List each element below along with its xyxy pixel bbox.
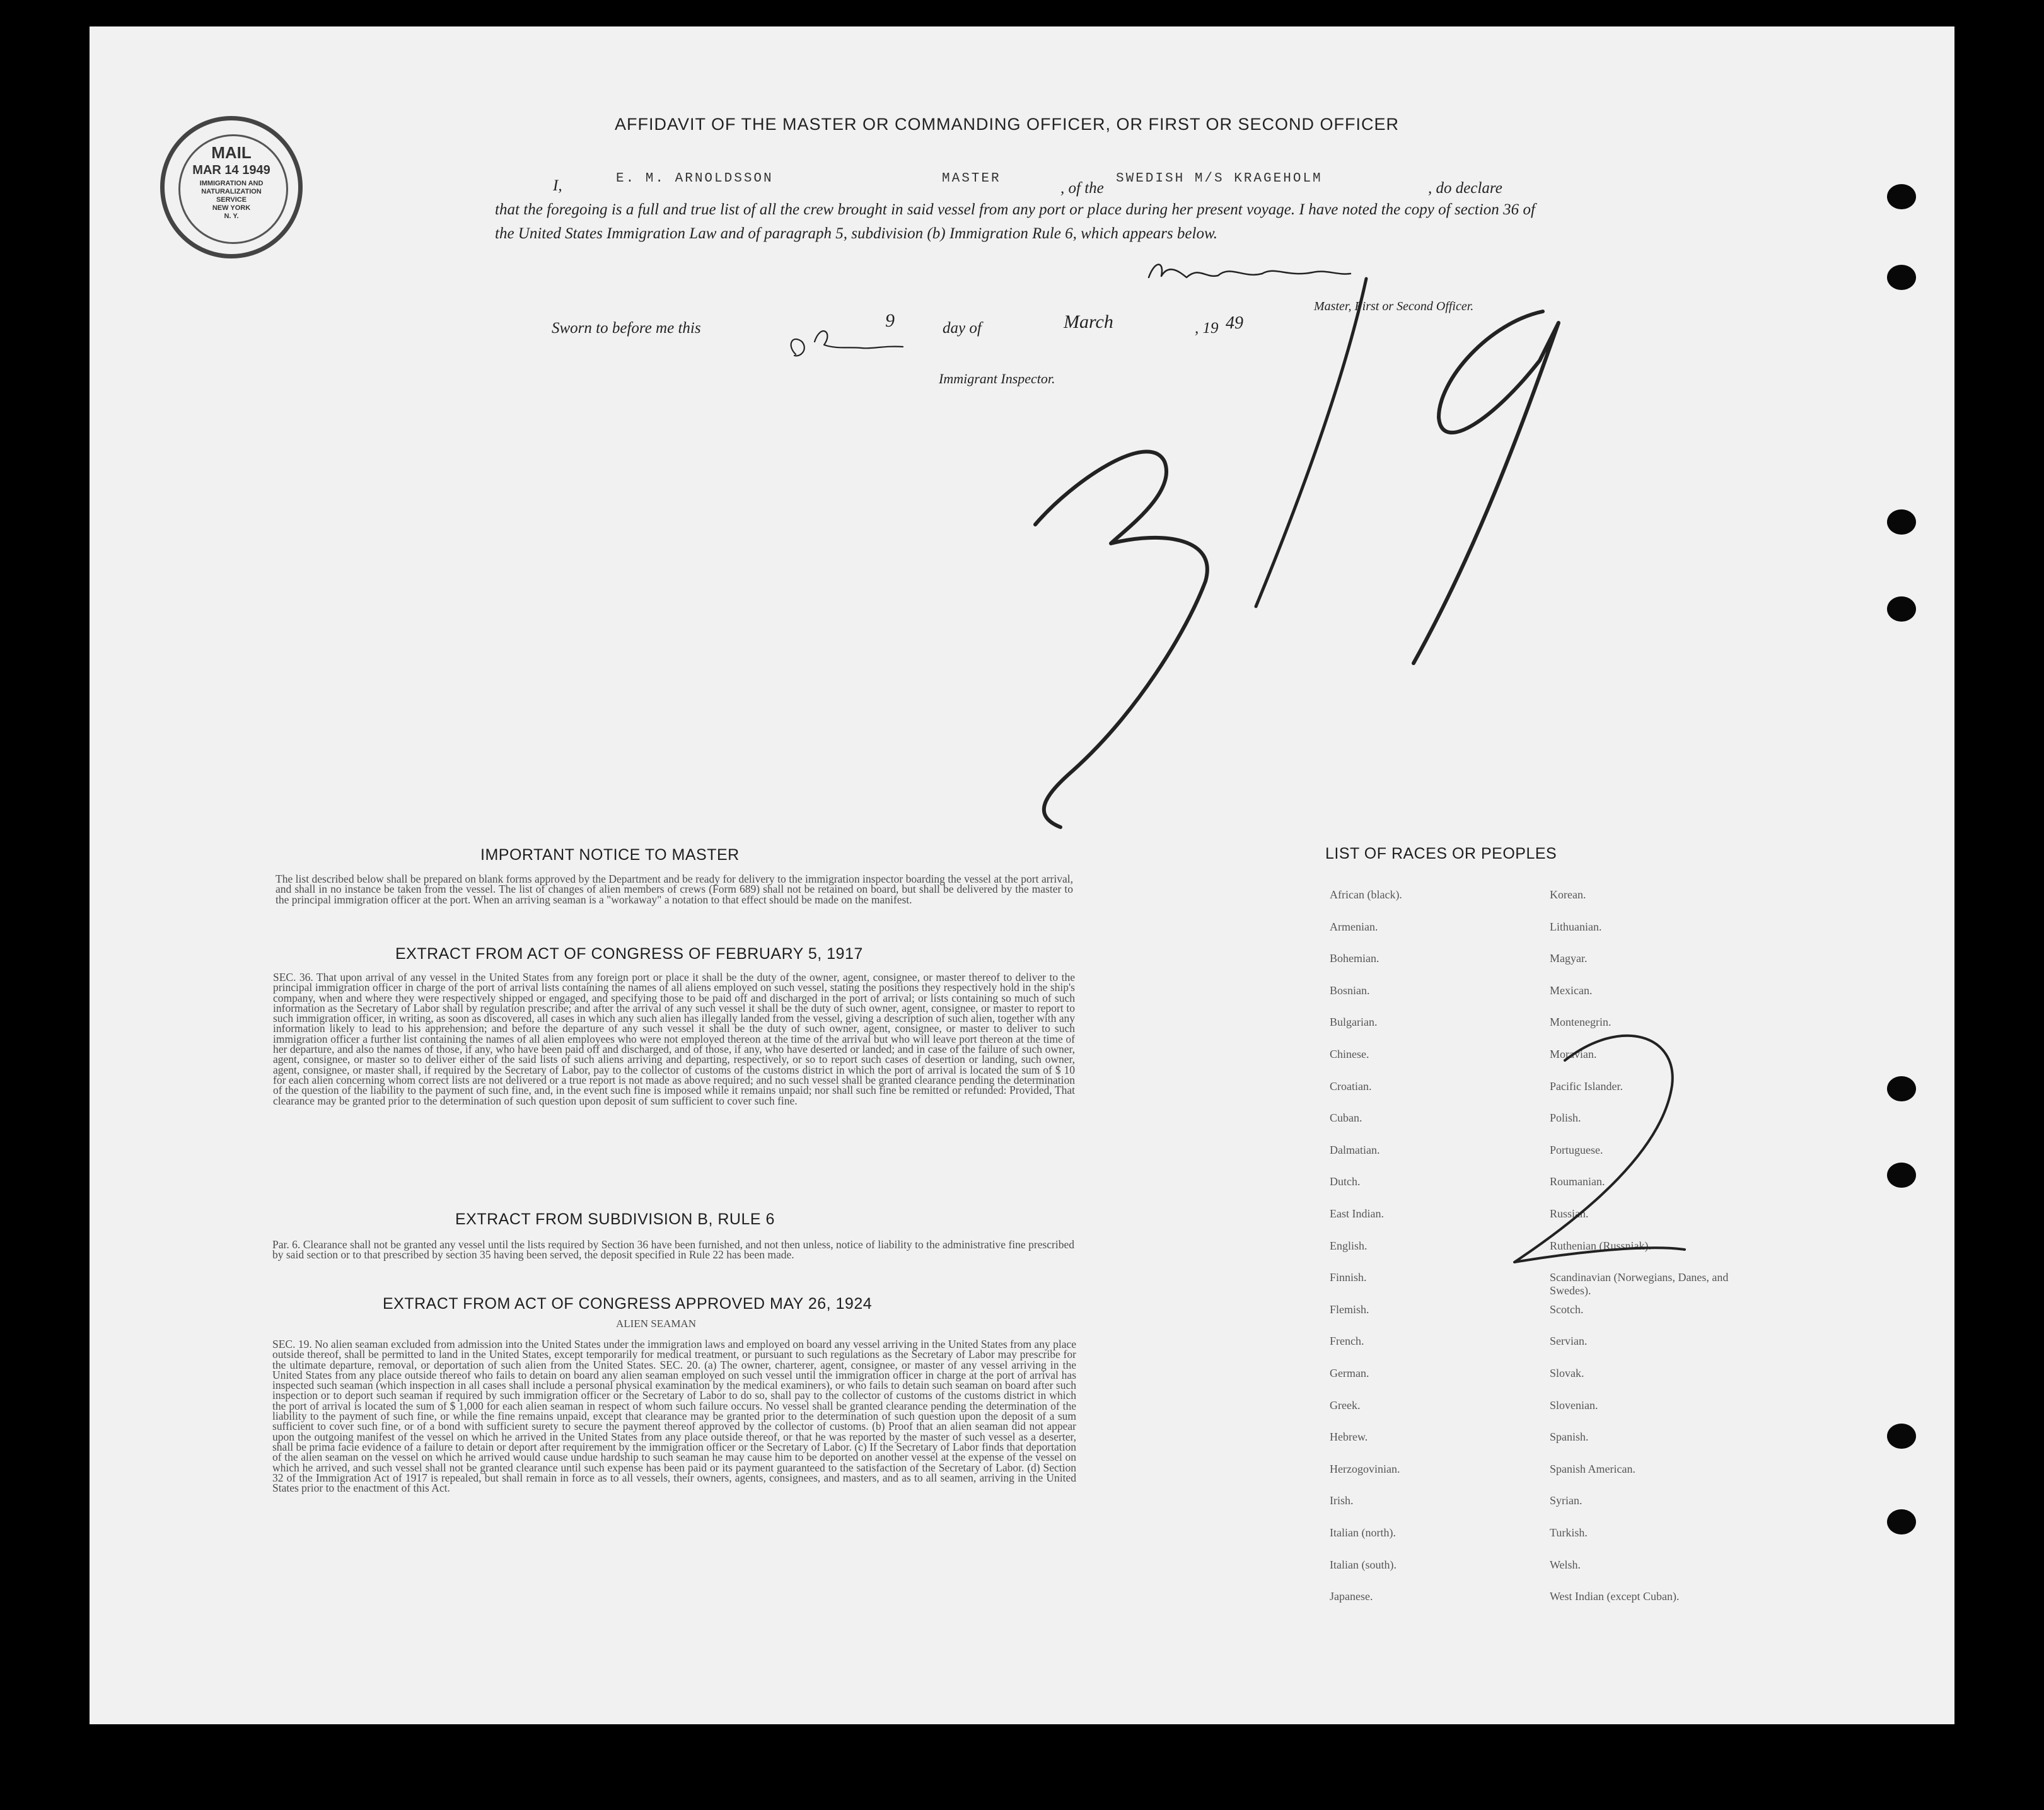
race-item: Hebrew. xyxy=(1330,1430,1368,1444)
race-item: Slovenian. xyxy=(1550,1398,1598,1412)
binder-hole xyxy=(1887,1424,1916,1449)
affidavit-title: AFFIDAVIT OF THE MASTER OR COMMANDING OFFICER, OR FIRST OR SECOND OFFICER xyxy=(615,115,1400,134)
year-prefix: , 19 xyxy=(1195,320,1219,337)
binder-hole xyxy=(1887,265,1916,290)
stamp-line-3: IMMIGRATION AND xyxy=(199,180,264,187)
binder-hole xyxy=(1887,184,1916,209)
binder-hole xyxy=(1887,1076,1916,1101)
race-item: Syrian. xyxy=(1550,1494,1582,1507)
race-item: African (black). xyxy=(1330,888,1402,901)
stamp-line-5: SERVICE xyxy=(216,196,247,204)
races-title: LIST OF RACES OR PEOPLES xyxy=(1325,845,1557,862)
notice-text: The list described below shall be prepared on blank forms approved by the Department and be ready for delivery to the immigration inspector boarding the vessel at the port arrival, and shall in no instance be taken from the vessel. The list of changes of alien members of crews (Form 689) shall not be retained on board, but shall be delivered by the master to the principal immigration officer at the port. When an arriving seaman is a "workaway" a notation to that effect should be made on the manifest. xyxy=(276,873,1073,906)
race-item: Portuguese. xyxy=(1550,1143,1603,1156)
rule-6-title: EXTRACT FROM SUBDIVISION B, RULE 6 xyxy=(455,1210,775,1228)
race-item: Magyar. xyxy=(1550,952,1588,965)
vessel-name: SWEDISH M/S KRAGEHOLM xyxy=(1116,171,1323,186)
manifest-page xyxy=(90,26,1954,1724)
declaration-text: that the foregoing is a full and true list of all the crew brought in said vessel from any port or place during her present voyage. I have noted the copy of section 36 of the United States Immigration Law and of paragraph 5, subdivision (b) Immigration Rule 6, which appears below. xyxy=(495,201,1535,242)
stamp-line-6: NEW YORK xyxy=(212,204,251,212)
sworn-label: Sworn to before me this xyxy=(552,320,701,337)
rule-6-text: Par. 6. Clearance shall not be granted any vessel until the lists required by Section 36 have been furnished, and not then unless, notice of liability to the administrative fine prescribed by said section or to that prescribed by section 35 having been served, the deposit specified in Rule 22 has been made. xyxy=(272,1238,1074,1262)
race-item: Chinese. xyxy=(1330,1048,1369,1060)
sworn-year: 49 xyxy=(1226,313,1243,333)
race-item: Italian (north). xyxy=(1330,1526,1396,1539)
race-item: Dalmatian. xyxy=(1330,1143,1380,1156)
race-item: Mexican. xyxy=(1550,983,1593,997)
race-item: Bulgarian. xyxy=(1330,1016,1378,1029)
race-item: Irish. xyxy=(1330,1494,1354,1507)
sworn-day: 9 xyxy=(885,310,895,331)
handwritten-two xyxy=(1514,1036,1685,1262)
race-item: Spanish American. xyxy=(1550,1462,1635,1475)
race-item: Slovak. xyxy=(1550,1367,1584,1379)
race-item: Finnish. xyxy=(1330,1271,1367,1284)
race-item: Bohemian. xyxy=(1330,952,1379,965)
do-declare-label: , do declare xyxy=(1428,180,1502,197)
stamp-date: MAR 14 1949 xyxy=(192,163,270,177)
race-item: Croatian. xyxy=(1330,1079,1372,1093)
race-item: Spanish. xyxy=(1550,1430,1589,1444)
race-item: Herzogovinian. xyxy=(1330,1462,1400,1475)
race-item: Italian (south). xyxy=(1330,1558,1397,1571)
master-name: E. M. ARNOLDSSON xyxy=(616,171,774,186)
handwritten-nine xyxy=(1414,311,1559,663)
race-item: Russian. xyxy=(1550,1207,1589,1220)
extract-1917-text: SEC. 36. That upon arrival of any vessel in the United States from any foreign port or place it shall be the duty of the owner, agent, consignee, or master thereof to deliver to the principal immigration officer in charge of the port of arrival lists containing the names of all aliens employed on such vessel, stating the positions they respectively hold in the ship's company, when and where they were respectively shipped or engaged, and specifying those to be paid off and discharged in the port of arrival; or lists containing so much of such information as the Secretary of Labor shall by regulation prescribe; and after the arrival of any such vessel it shall be the duty of such owner, agent, consignee, or master to report to such immigration officer, in writing, as soon as discovered, all cases in which any such alien has illegally landed from the vessel, giving a description of such alien, together with any information likely to lead to his apprehension; and before the departure of any such vessel it shall be the duty of such owner, agent, consignee, or master to deliver to such immigration officer a further list containing the names of all alien employees who were not employed thereon at the time of the arrival but who will leave port thereon at the time of her departure, and also the names of those, if any, who have been paid off and discharged, and of those, if any, who have deserted or landed; and in case of the failure of such owner, agent, consignee, or master so to deliver either of the said lists of such aliens arriving and departing, respectively, or so to report such cases of desertion or landing, such owner, agent, consignee, or master shall, if required by the Secretary of Labor, pay to the collector of customs of the customs district in which the port of arrival is located the sum of $ 10 for each alien concerning whom correct lists are not delivered or a true report is not made as above required; and no such vessel shall be granted clearance pending the determination of the question of the liability to the payment of such fine, and, in the event such fine is imposed while it remains unpaid; nor shall such fine be remitted or refunded: Provided, That clearance may be granted prior to the determination of such question upon deposit of sum sufficient to cover such fine. xyxy=(273,971,1075,1107)
race-item: Pacific Islander. xyxy=(1550,1079,1623,1093)
race-item: Polish. xyxy=(1550,1111,1581,1125)
binder-hole xyxy=(1887,509,1916,535)
stamp-line-4: NATURALIZATION xyxy=(201,188,262,195)
handwriting-layer xyxy=(90,26,1954,1724)
race-item: Japanese. xyxy=(1330,1590,1373,1603)
stamp-mail-label: MAIL xyxy=(211,143,252,162)
stamp-line-7: N. Y. xyxy=(224,212,239,220)
race-item: Greek. xyxy=(1330,1398,1361,1412)
handwritten-three xyxy=(1035,451,1207,827)
extract-1917-title: EXTRACT FROM ACT OF CONGRESS OF FEBRUARY 5, 1917 xyxy=(395,945,863,963)
handwritten-slash xyxy=(1256,279,1366,606)
race-item: West Indian (except Cuban). xyxy=(1550,1590,1680,1603)
notice-title: IMPORTANT NOTICE TO MASTER xyxy=(480,846,740,864)
master-rank: MASTER xyxy=(942,171,1001,186)
of-the-label: , of the xyxy=(1060,180,1104,197)
race-item: East Indian. xyxy=(1330,1207,1384,1220)
race-item: Ruthenian (Russniak). xyxy=(1550,1239,1651,1252)
race-item: Armenian. xyxy=(1330,920,1378,933)
inspector-signature xyxy=(791,331,903,356)
signature-caption: Master, First or Second Officer. xyxy=(1314,299,1474,313)
extract-1924-title: EXTRACT FROM ACT OF CONGRESS APPROVED MAY 26, 1924 xyxy=(383,1295,873,1313)
extract-1924-text: SEC. 19. No alien seaman excluded from admission into the United States under the immigration laws and employed on board any vessel arriving in the United States from any place outside thereof, shall be permitted to land in the United States, except temporarily for medical treatment, or pursuant to such regulations as the Secretary of Labor may prescribe for the ultimate departure, removal, or deportation of such alien from the United States. SEC. 20. (a) The owner, charterer, agent, consignee, or master of any vessel arriving in the United States from any place outside thereof who fails to detain on board any alien seaman employed on such vessel until the immigration officer in charge at the port of arrival has inspected such seaman (which inspection in all cases shall include a personal physical examination by the medical examiners), or who fails to detain such seaman on board after such inspection or to deport such seaman if required by such immigration officer or the Secretary of Labor to do so, shall pay to the collector of customs of the customs district in which the port of arrival is located the sum of $ 1,000 for each alien seaman in respect of whom such failure occurs. No vessel shall be granted clearance pending the determination of the liability to the payment of such fine, or while the fine remains unpaid, except that clearance may be granted prior to the determination of such question upon the deposit of a sum sufficient to cover such fine, or of a bond with sufficient surety to secure the payment thereof approved by the collector of customs. (b) Proof that an alien seaman did not appear upon the outgoing manifest of the vessel on which he arrived in the United States from any place outside thereof, or that he was reported by the master of such vessel as a deserter, shall be prima facie evidence of a failure to detain or deport after requirement by the immigration officer or the Secretary of Labor. (c) If the Secretary of Labor finds that deportation of the alien seaman on the vessel on which he arrived would cause undue hardship to such seaman he may cause him to be deported on another vessel at the expense of the vessel on which he arrived, and such vessel shall not be granted clearance until such expense has been paid or its payment guaranteed to the satisfaction of the Secretary of Labor. (d) Section 32 of the Immigration Act of 1917 is repealed, but shall remain in force as to all vessels, their owners, agents, consignees, and masters, and as to all seamen, arriving in the United States prior to the enactment of this Act. xyxy=(272,1338,1076,1495)
race-item: Dutch. xyxy=(1330,1175,1361,1188)
race-item: Flemish. xyxy=(1330,1302,1369,1316)
race-item: Turkish. xyxy=(1550,1526,1588,1539)
race-item: German. xyxy=(1330,1367,1369,1379)
race-item: Montenegrin. xyxy=(1550,1016,1611,1029)
race-item: Servian. xyxy=(1550,1335,1588,1348)
binder-hole xyxy=(1887,596,1916,622)
sworn-month: March xyxy=(1064,311,1113,332)
race-item: Cuban. xyxy=(1330,1111,1362,1125)
declarant-prefix: I, xyxy=(553,177,562,194)
race-item: Scandinavian (Norwegians, Danes, and Swedes). xyxy=(1550,1271,1729,1297)
binder-hole xyxy=(1887,1509,1916,1534)
race-item: Moravian. xyxy=(1550,1048,1597,1060)
day-of-label: day of xyxy=(943,320,982,337)
extract-1924-subtitle: ALIEN SEAMAN xyxy=(616,1318,697,1330)
race-item: Lithuanian. xyxy=(1550,920,1602,933)
race-item: Korean. xyxy=(1550,888,1586,901)
race-item: Scotch. xyxy=(1550,1302,1584,1316)
race-item: French. xyxy=(1330,1335,1364,1348)
binder-hole xyxy=(1887,1163,1916,1188)
master-signature xyxy=(1149,265,1350,278)
race-item: English. xyxy=(1330,1239,1368,1252)
race-item: Welsh. xyxy=(1550,1558,1581,1571)
race-item: Bosnian. xyxy=(1330,983,1370,997)
race-item: Roumanian. xyxy=(1550,1175,1605,1188)
inspector-caption: Immigrant Inspector. xyxy=(939,371,1055,386)
